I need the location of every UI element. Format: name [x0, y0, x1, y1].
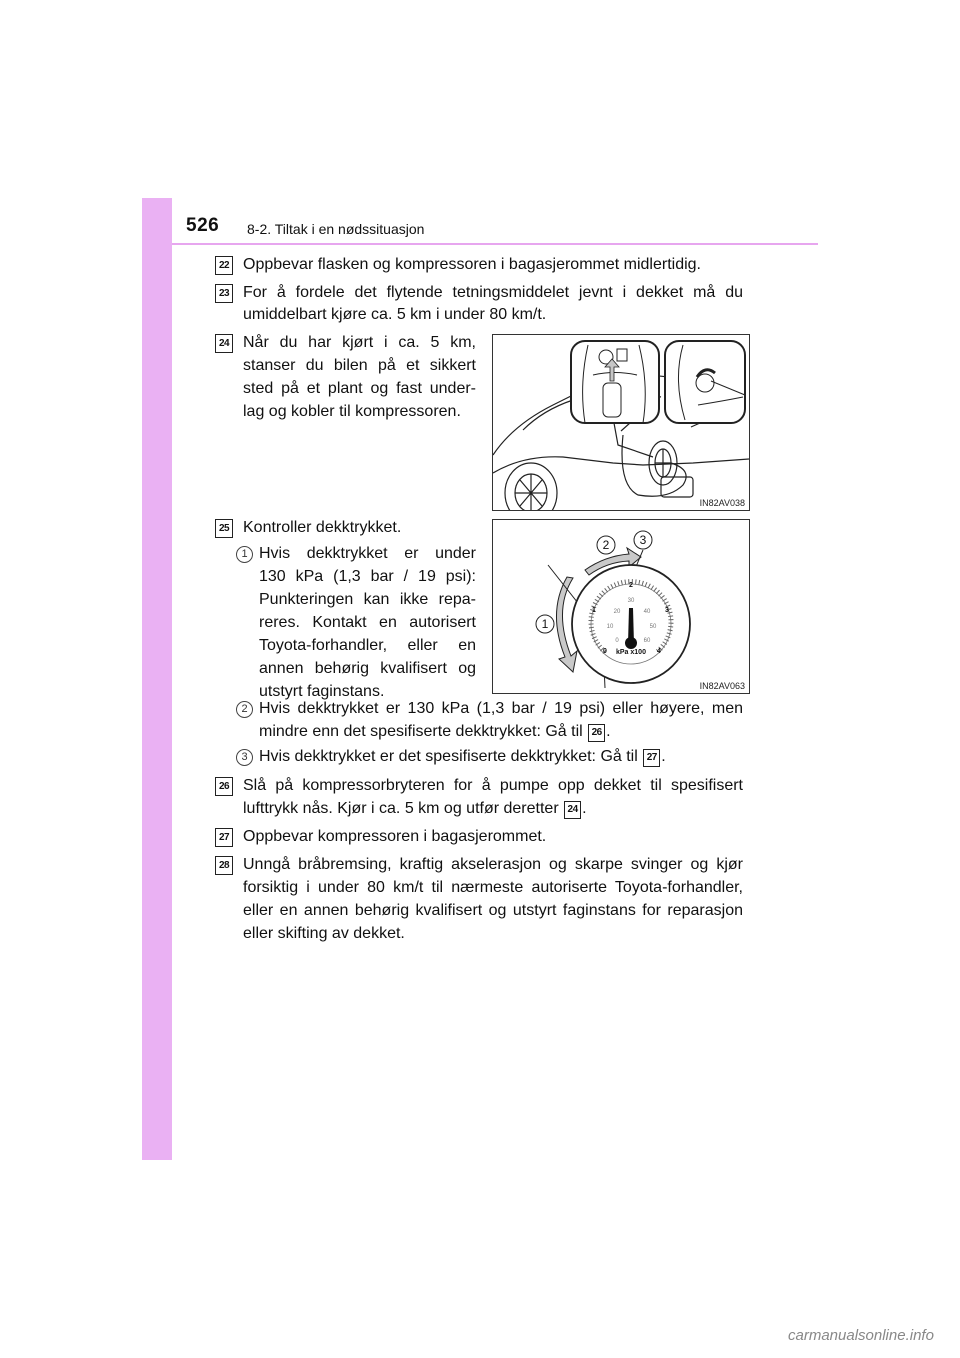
sub-number-1: 1	[236, 546, 253, 563]
step-badge-24: 24	[215, 334, 233, 353]
step-24-line4: lag og kobler til kompressoren.	[243, 403, 461, 420]
step-26-line2-end: .	[582, 800, 587, 817]
gauge-outer-tick-0: 0	[603, 648, 607, 655]
step-24-line2: stanser du bilen på et sikkert	[243, 357, 476, 374]
gauge-inner-tick-40: 40	[643, 609, 651, 615]
gauge-inner-tick-10: 10	[606, 624, 614, 630]
sub-3-text: Hvis dekktrykket er det spesifiserte dekktrykket: Gå til	[259, 748, 638, 765]
step-28-line2: forsiktig i under 80 km/t til nærmeste autoriserte Toyota-forhandler,	[243, 879, 743, 896]
car-compressor-illustration	[492, 334, 750, 511]
gauge-callout-3: 3	[639, 533, 647, 547]
ref-badge-27[interactable]: 27	[643, 749, 660, 767]
step-badge-28: 28	[215, 856, 233, 875]
sub-3-line	[259, 745, 743, 769]
gauge-inner-tick-0: 0	[615, 638, 619, 644]
figure-code-car: IN82AV038	[699, 498, 745, 508]
step-25-text: Kontroller dekktrykket.	[243, 519, 402, 536]
gauge-inner-tick-20: 20	[613, 609, 621, 615]
step-28-line3: eller en annen behørig kvalifisert og utstyrt faginstans for reparasjon	[243, 902, 743, 919]
gauge-unit-label: kPa x100	[616, 649, 646, 656]
step-26-line2-text: lufttrykk nås. Kjør i ca. 5 km og utfør deretter	[243, 800, 559, 817]
gauge-outer-tick-3: 3	[665, 607, 669, 614]
gauge-outer-tick-1: 1	[592, 607, 596, 614]
step-badge-22: 22	[215, 256, 233, 275]
header-rule	[172, 243, 818, 245]
step-24-line1: Når du har kjørt i ca. 5 km,	[243, 334, 476, 351]
chapter-tab-bar	[142, 198, 172, 1160]
step-27-text: Oppbevar kompressoren i bagasjerommet.	[243, 828, 547, 845]
page-number: 526	[186, 215, 220, 236]
sub-1-line4: reres. Kontakt en autorisert	[259, 614, 476, 631]
ref-badge-26[interactable]: 26	[588, 724, 605, 742]
step-badge-23: 23	[215, 284, 233, 303]
step-badge-26: 26	[215, 777, 233, 796]
figure-code-gauge: IN82AV063	[699, 681, 745, 691]
ref-badge-24[interactable]: 24	[564, 801, 581, 819]
sub-number-3: 3	[236, 749, 253, 766]
car-illustration-svg	[493, 335, 749, 510]
sub-1-line2: 130 kPa (1,3 bar / 19 psi):	[259, 568, 476, 585]
gauge-outer-tick-2: 2	[629, 582, 633, 589]
gauge-inner-tick-50: 50	[649, 624, 657, 630]
sub-2-line1: Hvis dekktrykket er 130 kPa (1,3 bar / 19 psi) eller høyere, men	[259, 700, 743, 717]
sub-3-end: .	[661, 748, 666, 765]
step-badge-27: 27	[215, 828, 233, 847]
step-26-line1: Slå på kompressorbryteren for å pumpe opp dekket til spesifisert	[243, 777, 743, 794]
step-badge-25: 25	[215, 519, 233, 538]
sub-1-line3: Punkteringen kan ikke repa-	[259, 591, 476, 608]
step-28-line1: Unngå bråbremsing, kraftig akselerasjon og skarpe svinger og kjør	[243, 856, 743, 873]
step-23-line1: For å fordele det flytende tetningsmiddelet jevnt i dekket må du	[243, 284, 743, 301]
gauge-callout-2: 2	[602, 538, 610, 552]
watermark: carmanualsonline.info	[788, 1327, 934, 1344]
gauge-inner-tick-30: 30	[627, 598, 635, 604]
section-title: 8-2. Tiltak i en nødssituasjon	[247, 221, 425, 237]
sub-2-line2-text: mindre enn det spesifiserte dekktrykket: Gå til	[259, 723, 583, 740]
step-28-line4: eller skifting av dekket.	[243, 925, 405, 942]
step-24-line3: sted på et plant og fast under-	[243, 380, 476, 397]
sub-1-line5: Toyota-forhandler, eller en	[259, 637, 476, 654]
sub-number-2: 2	[236, 701, 253, 718]
sub-1-line7: utstyrt faginstans.	[259, 683, 385, 700]
gauge-outer-tick-4: 4	[657, 648, 661, 655]
gauge-callout-1: 1	[541, 617, 549, 631]
sub-2-line2-end: .	[606, 723, 611, 740]
gauge-inner-tick-60: 60	[643, 638, 651, 644]
pressure-gauge-illustration	[492, 519, 750, 694]
gauge-svg	[493, 520, 749, 693]
sub-2-line2	[259, 720, 743, 744]
sub-1-line1: Hvis dekktrykket er under	[259, 545, 476, 562]
step-26-line2	[243, 797, 743, 821]
step-23-line2: umiddelbart kjøre ca. 5 km i under 80 km/t.	[243, 306, 547, 323]
step-22-text: Oppbevar flasken og kompressoren i bagasjerommet midlertidig.	[243, 256, 701, 273]
sub-1-line6: annen behørig kvalifisert og	[259, 660, 476, 677]
